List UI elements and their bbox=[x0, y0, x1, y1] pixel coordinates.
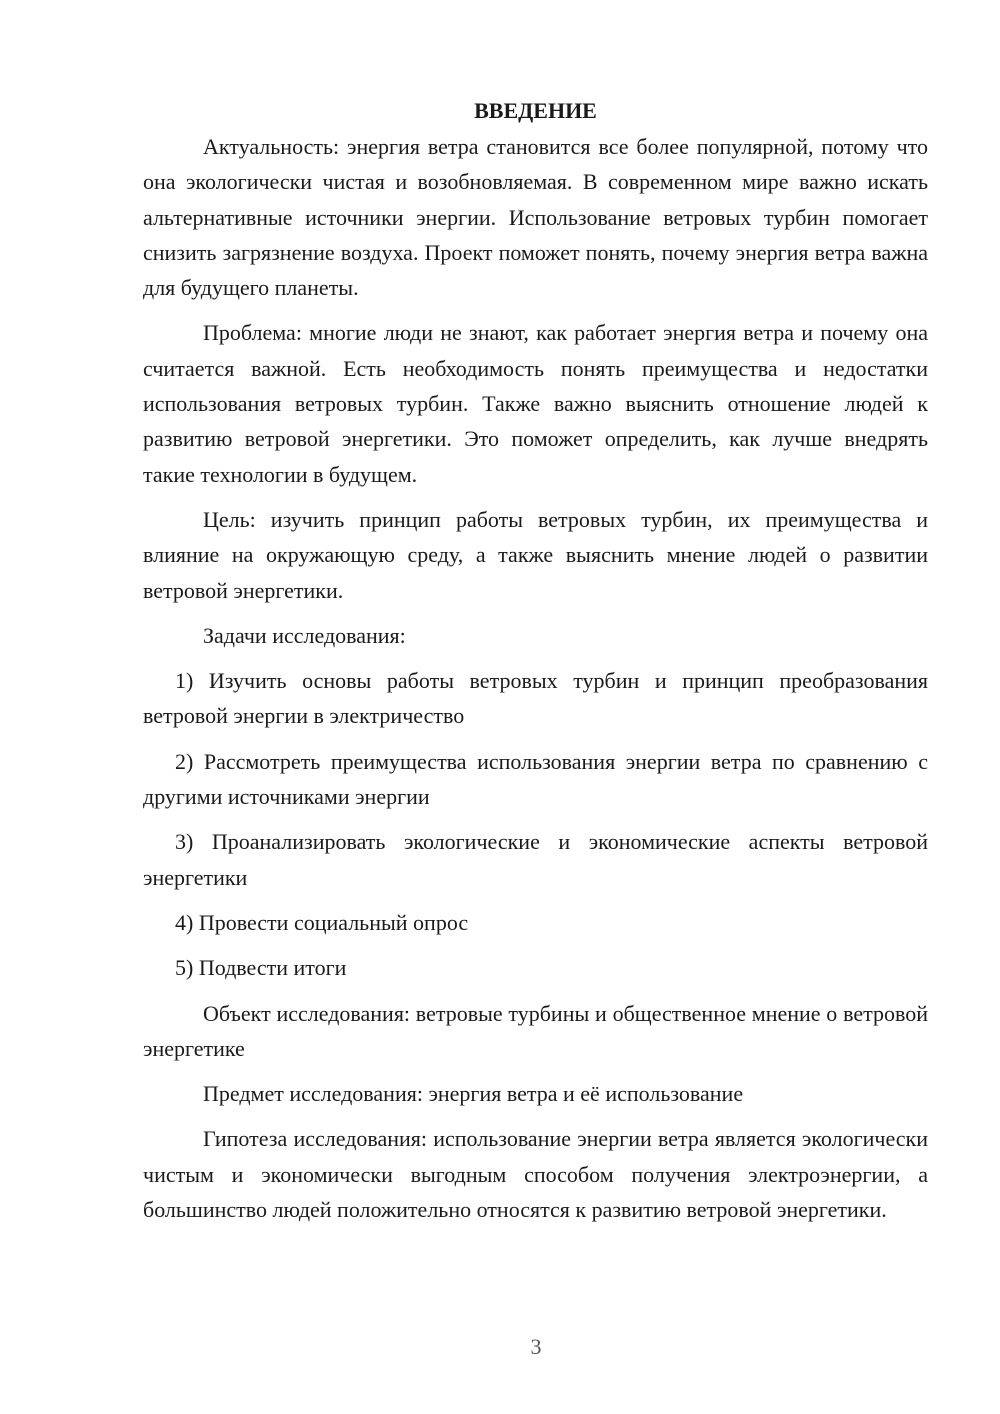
page-number: 3 bbox=[530, 1334, 542, 1359]
paragraph-problem: Проблема: многие люди не знают, как работает энергия ветра и почему она считается важной. Есть необходимость понять преимущества и недостатки использования ветровых турбин. Также важно выяснить отношение людей к развитию ветровой энергетики. Это поможет определить, как лучше внедрять такие технологии в будущем. bbox=[143, 320, 928, 487]
document-page bbox=[143, 93, 928, 1237]
list-item: 4) Провести социальный опрос bbox=[175, 909, 469, 935]
paragraph-tasks-heading: Задачи исследования: bbox=[203, 622, 406, 648]
list-item: 5) Подвести итоги bbox=[175, 955, 347, 981]
paragraph-object: Объект исследования: ветровые турбины и общественное мнение о ветровой энергетике bbox=[143, 1000, 928, 1061]
section-title: ВВЕДЕНИЕ bbox=[474, 98, 597, 123]
paragraph-relevance: Актуальность: энергия ветра становится все более популярной, потому что она экологически чистая и возобновляемая. В современном мире важно искать альтернативные источники энергии. Использование ветровых турбин помогает снизить загрязнение воздуха. Проект поможет понять, почему энергия ветра важна для будущего планеты. bbox=[143, 134, 928, 301]
paragraph-hypothesis: Гипотеза исследования: использование энергии ветра является экологически чистым и экономически выгодным способом получения электроэнергии, а большинство людей положительно относятся к развитию ветровой энергетики. bbox=[143, 1126, 928, 1223]
list-item: 3) Проанализировать экологические и экономические аспекты ветровой энергетики bbox=[143, 829, 928, 890]
paragraph-subject: Предмет исследования: энергия ветра и её использование bbox=[203, 1081, 744, 1107]
paragraph-goal: Цель: изучить принцип работы ветровых турбин, их преимущества и влияние на окружающую среду, а также выяснить мнение людей о развитии ветровой энергетики. bbox=[143, 506, 928, 603]
list-item: 2) Рассмотреть преимущества использования энергии ветра по сравнению с другими источниками энергии bbox=[143, 748, 928, 810]
tasks-list bbox=[143, 663, 928, 985]
list-item: 1) Изучить основы работы ветровых турбин и принцип преобразования ветровой энергии в электричество bbox=[143, 668, 928, 729]
